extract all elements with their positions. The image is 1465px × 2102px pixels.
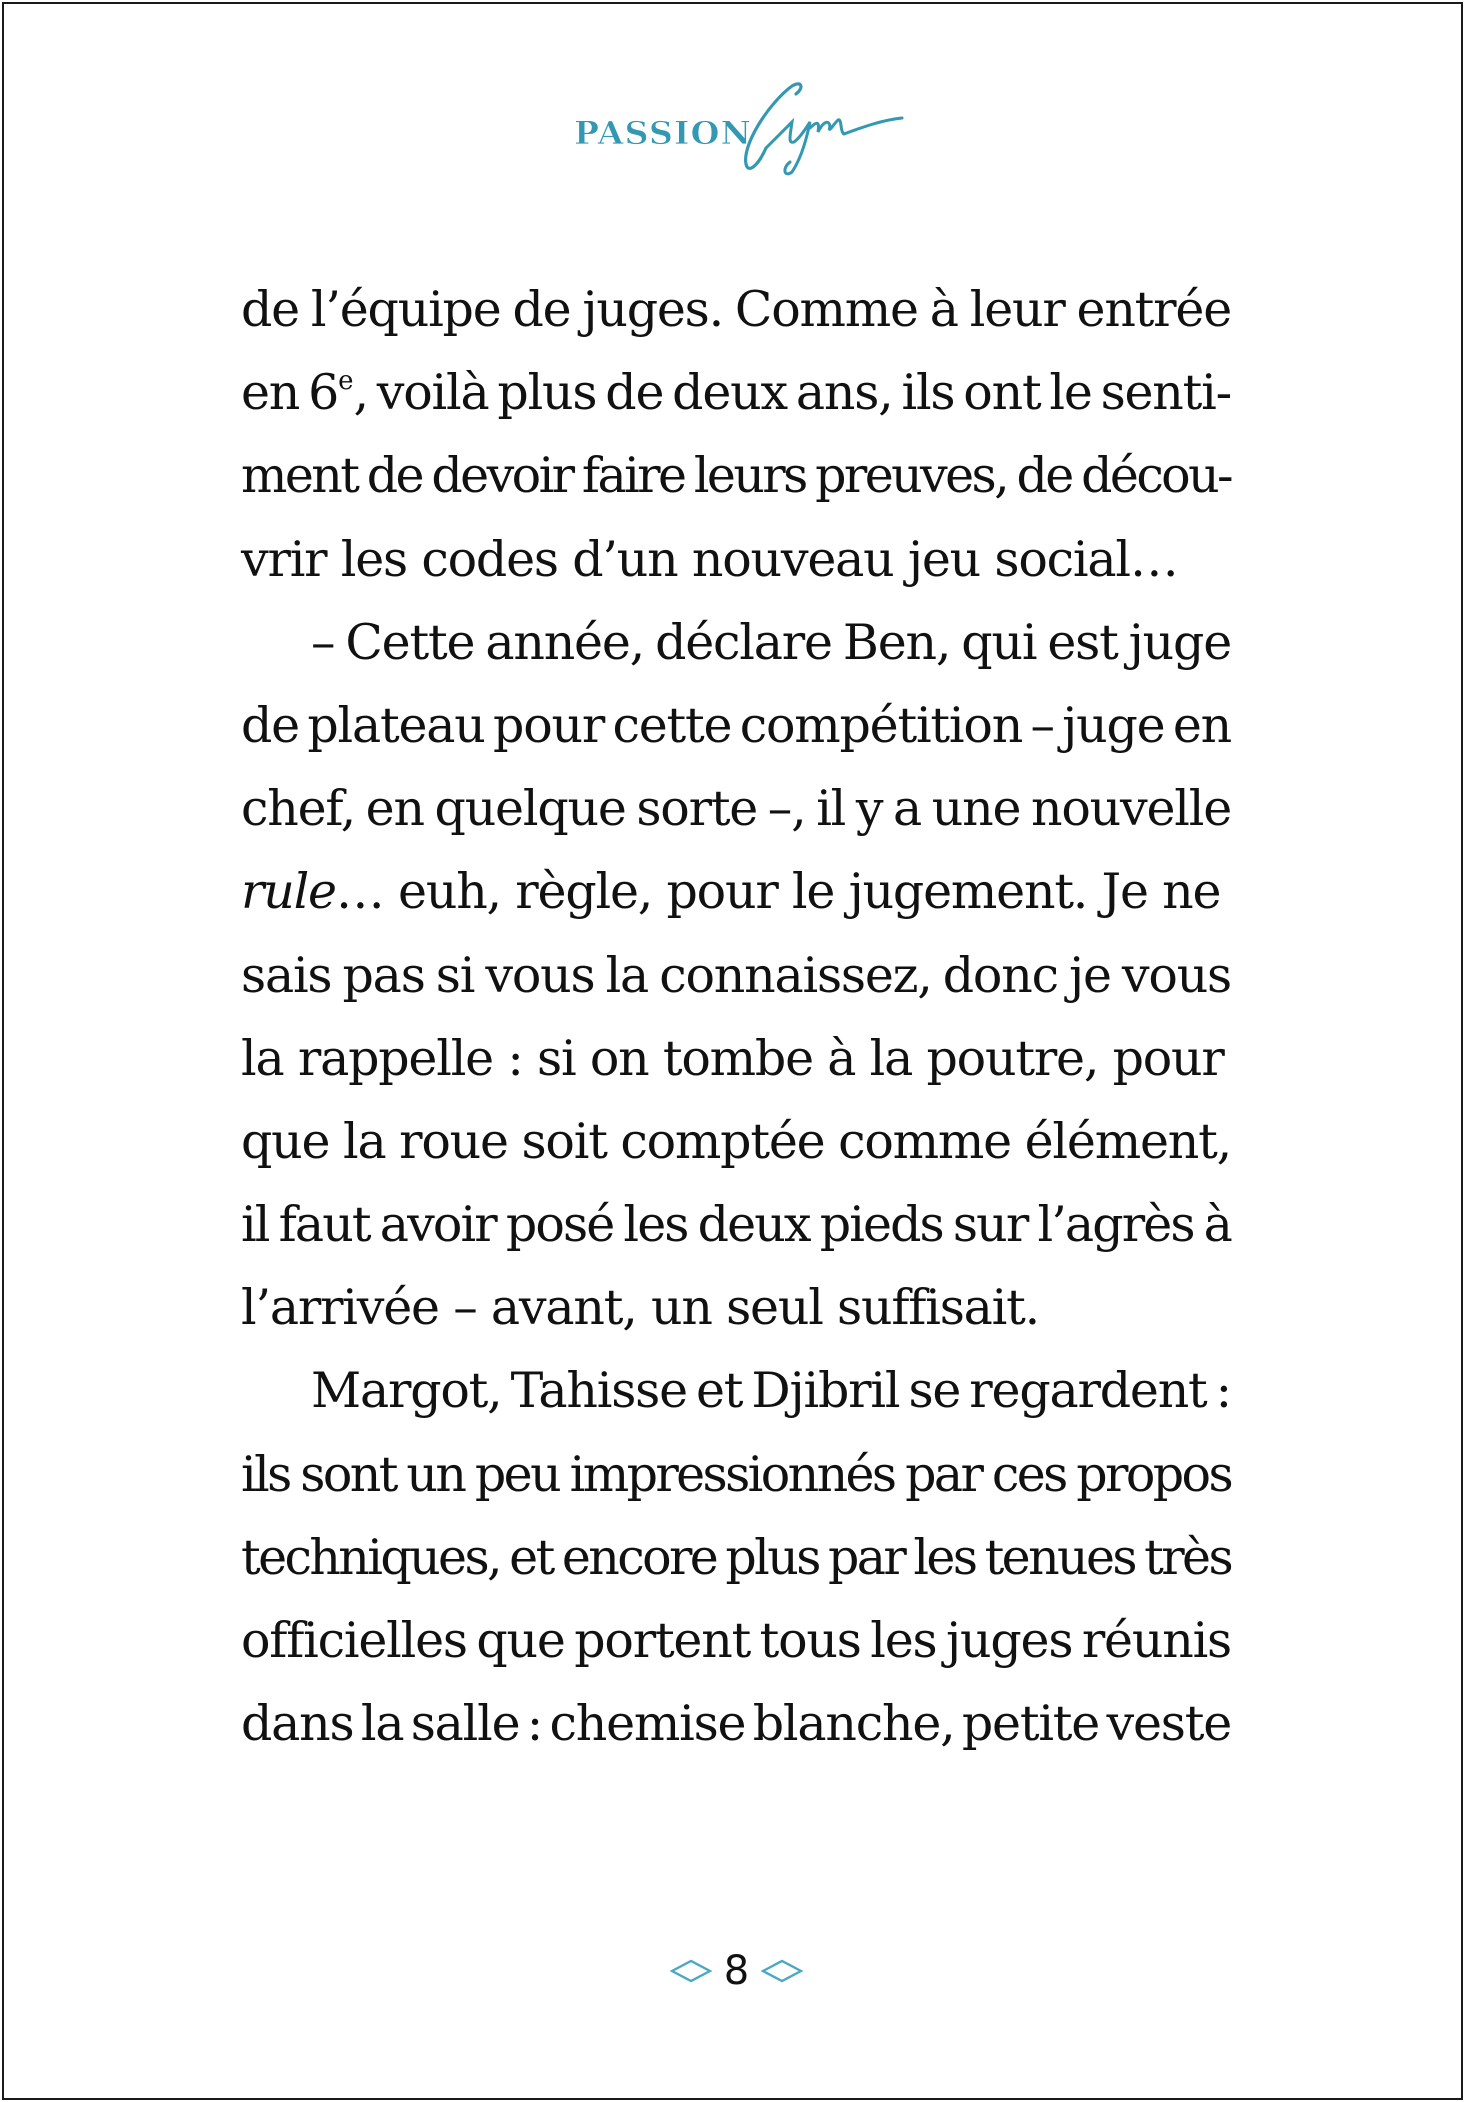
diamond-outline-icon	[670, 1958, 712, 1984]
page	[2, 2, 1463, 2100]
text-line	[241, 1682, 1231, 1765]
text-segment: Margot, Tahisse et Djibril se regardent :	[311, 1362, 1231, 1420]
logo-graphic	[570, 78, 906, 178]
text-line	[241, 1100, 1231, 1183]
passion-gym-logo	[570, 78, 906, 178]
diamond-outline-icon	[761, 1958, 803, 1984]
text-segment: il faut avoir posé les deux pieds sur l’agrès à	[241, 1196, 1231, 1254]
italic-segment: rule	[241, 863, 336, 921]
text-segment: sais pas si vous la connaissez, donc je vous	[241, 946, 1231, 1004]
superscript-segment: e	[338, 366, 354, 397]
text-line	[241, 684, 1231, 767]
text-line	[241, 1516, 1231, 1599]
body-text	[241, 268, 1231, 1765]
text-line	[241, 1017, 1231, 1100]
text-segment: – Cette année, déclare Ben, qui est juge	[311, 613, 1231, 671]
text-line	[241, 934, 1231, 1017]
text-segment: en 6	[241, 364, 339, 422]
logo-script-m	[810, 118, 902, 134]
logo-script-y	[766, 122, 810, 174]
text-line	[241, 601, 1231, 684]
page-number: 8	[723, 1948, 750, 1994]
text-segment: , voilà plus de deux ans, ils ont le senti-	[353, 364, 1231, 422]
text-segment: techniques, et encore plus par les tenues très	[241, 1528, 1231, 1586]
text-line	[241, 1599, 1231, 1682]
text-line	[241, 850, 1231, 933]
text-segment: que la roue soit comptée comme élément,	[241, 1112, 1231, 1170]
text-line	[241, 1183, 1231, 1266]
text-line	[241, 767, 1231, 850]
text-segment: la rappelle : si on tombe à la poutre, pour	[241, 1029, 1224, 1087]
text-line	[241, 268, 1231, 351]
text-segment: dans la salle : chemise blanche, petite veste	[241, 1695, 1231, 1753]
text-segment: chef, en quelque sorte –, il y a une nouvelle	[241, 780, 1231, 838]
text-segment: vrir les codes d’un nouveau jeu social…	[241, 530, 1178, 588]
page-footer	[4, 1941, 1465, 2001]
text-segment: l’arrivée – avant, un seul suffisait.	[241, 1279, 1040, 1337]
text-line	[241, 1433, 1231, 1516]
text-line	[241, 1266, 1231, 1349]
logo-word-block: PASSION	[574, 114, 752, 152]
text-segment: … euh, règle, pour le jugement. Je ne	[335, 863, 1221, 921]
text-segment: ment de devoir faire leurs preuves, de décou-	[241, 447, 1231, 505]
text-line	[241, 1349, 1231, 1432]
text-segment: de plateau pour cette compétition – juge en	[241, 696, 1231, 754]
text-line	[241, 518, 1231, 601]
text-segment: ils sont un peu impressionnés par ces propos	[241, 1445, 1231, 1503]
text-segment: officielles que portent tous les juges réunis	[241, 1612, 1231, 1669]
text-line	[241, 434, 1231, 517]
text-segment: de l’équipe de juges. Comme à leur entrée	[241, 281, 1231, 338]
text-line	[241, 351, 1231, 434]
